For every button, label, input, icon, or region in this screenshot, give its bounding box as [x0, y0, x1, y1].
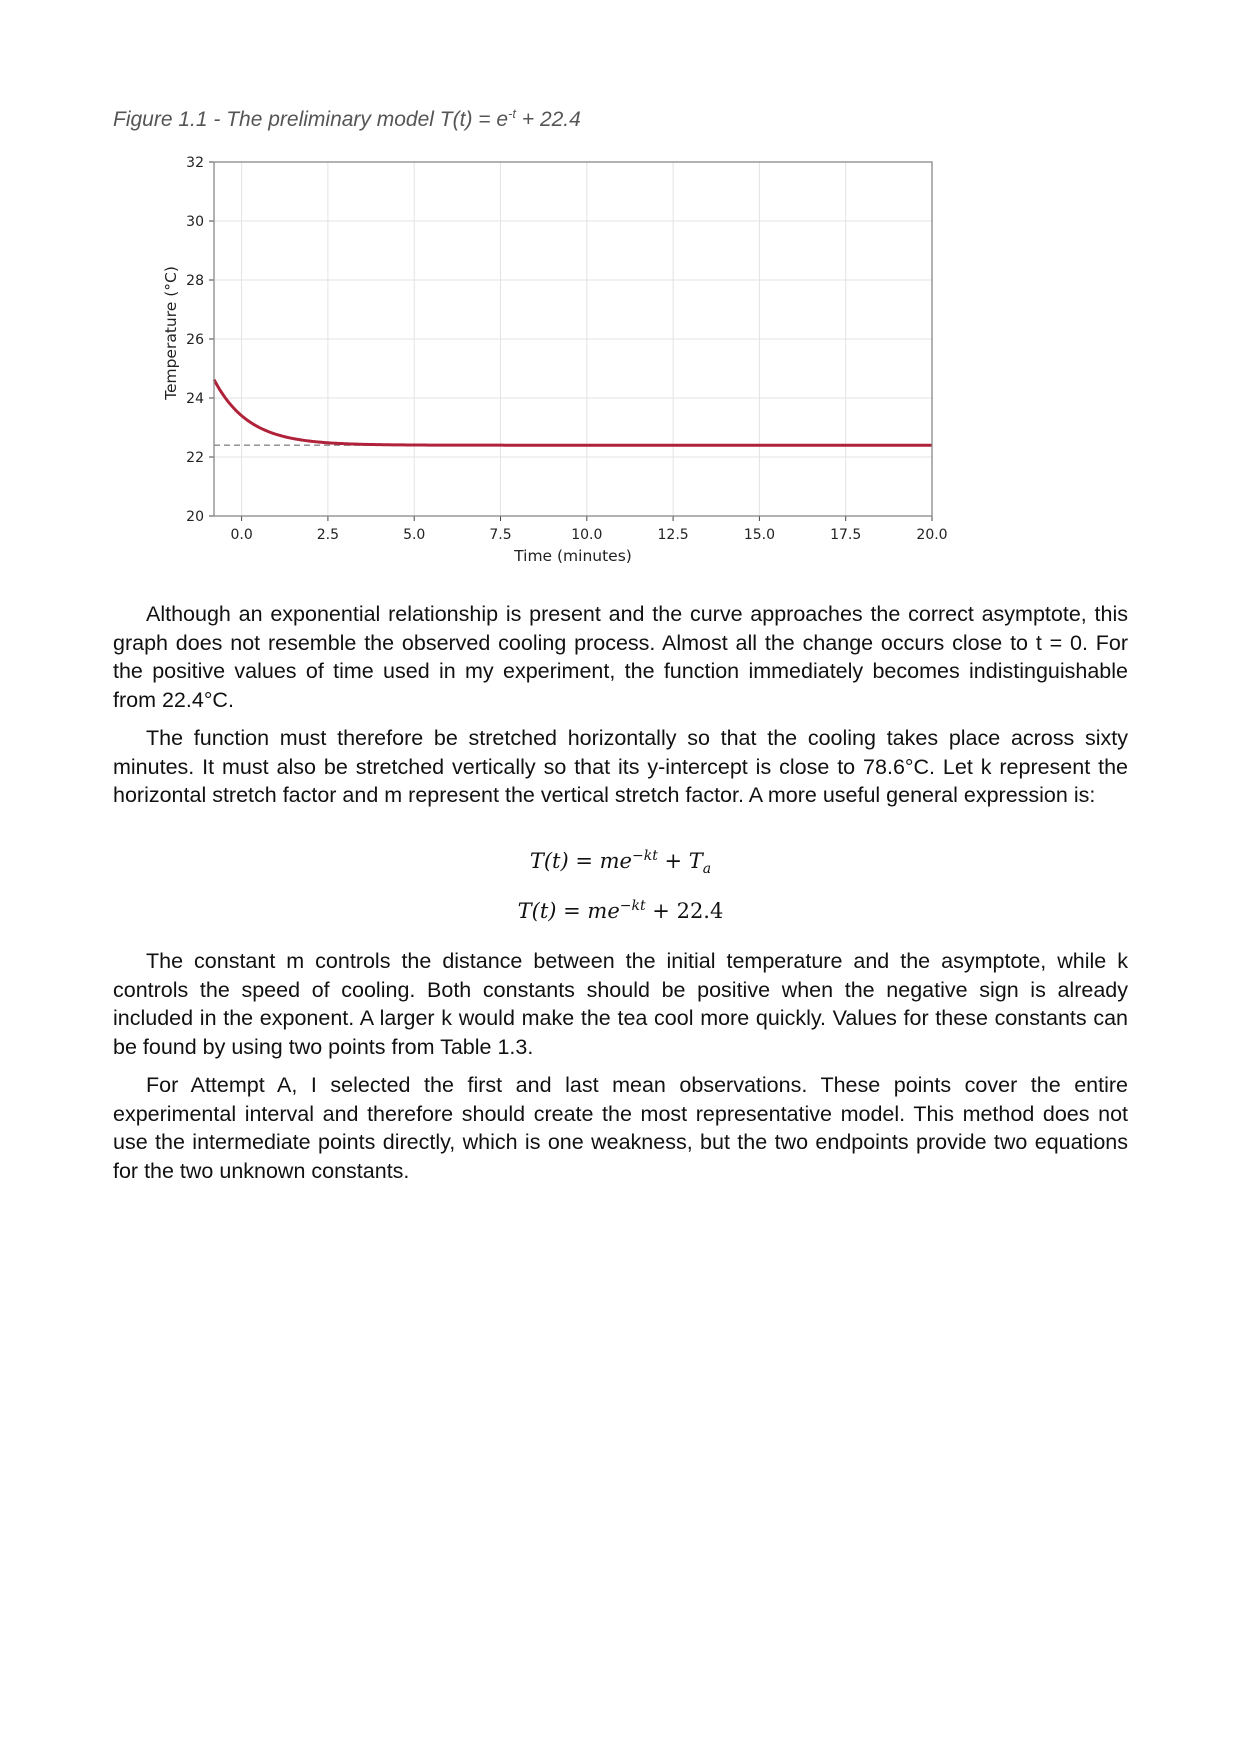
figure-caption: Figure 1.1 - The preliminary model $T(t) = e^{-t} + 22.4$ [113, 106, 581, 131]
paragraph-3: The constant m controls the distance between the initial temperature and the asymptote, while k controls the speed of cooling. Both constants should be positive when the negative sign is already included in the exponent. A larger k would make the tea cool more quickly. Values for these constants can be found by using two points from Table 1.3. [113, 949, 1128, 1059]
chart-ticks [186, 155, 947, 543]
y-tick-label: 32 [186, 155, 204, 171]
x-tick-label: 12.5 [657, 527, 689, 543]
paragraph-4: For Attempt A, I selected the first and last mean observations. These points cover the entire experimental interval and therefore should create the most representative model. This method does not use the intermediate points directly, which is one weakness, but the two endpoints provide two equations for the two unknown constants. [113, 1073, 1128, 1183]
x-axis-label: Time (minutes) [514, 547, 632, 565]
x-tick-label: 10.0 [571, 527, 603, 543]
chart-grid [214, 162, 932, 516]
y-tick-label: 20 [186, 509, 204, 525]
y-axis-label: Temperature (°C) [162, 266, 180, 400]
y-tick-label: 22 [186, 450, 204, 466]
cooling-model-chart [162, 155, 1090, 640]
x-tick-label: 5.0 [403, 527, 426, 543]
x-tick-label: 2.5 [316, 527, 340, 543]
x-tick-label: 20.0 [916, 527, 948, 543]
x-tick-label: 0.0 [230, 527, 253, 543]
equation-specific: $T(t) = me^{-kt} + 22.4$ [517, 898, 724, 923]
paragraph-1: Although an exponential relationship is present and the curve approaches the correct asymptote, this graph does not resemble the observed cooling process. Almost all the change occurs close to t = 0. For the positive values of time used in my experiment, the function immediately becomes indistinguishable from 22.4°C. [113, 602, 1128, 712]
x-tick-label: 7.5 [489, 527, 512, 543]
x-tick-label: 15.0 [743, 527, 775, 543]
y-tick-label: 26 [186, 332, 204, 348]
model-curve [214, 380, 932, 446]
x-tick-label: 17.5 [830, 527, 862, 543]
paragraph-2: The function must therefore be stretched horizontally so that the cooling takes place across sixty minutes. It must also be stretched vertically so that its y-intercept is close to 78.6°C. Let k represent the horizontal stretch factor and m represent the vertical stretch factor. A more useful general expression is: [113, 726, 1128, 807]
equation-general: $T(t) = me^{-kt} + T_a$ [529, 848, 712, 878]
y-tick-label: 30 [186, 214, 204, 230]
y-tick-label: 28 [186, 273, 204, 289]
y-tick-label: 24 [186, 391, 204, 407]
